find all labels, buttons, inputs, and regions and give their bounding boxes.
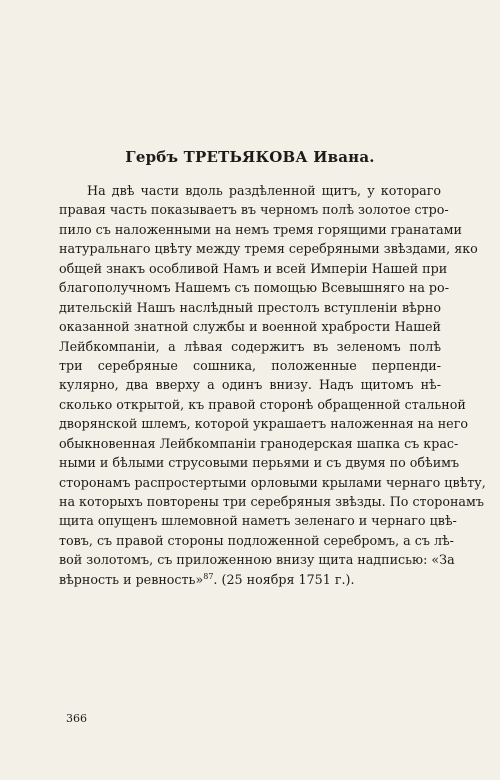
text-line: три серебряные сошника, положенные перпенди- (59, 357, 441, 373)
last-line-date: . (25 ноября 1751 г.). (213, 571, 355, 587)
text-line: оказанной знатной службы и военной храбрости Нашей (59, 319, 441, 335)
text-line: ными и бѣлыми струсовыми перьями и съ двумя по обѣимъ (59, 455, 460, 471)
text-line: натуральнаго цвѣту между тремя серебряными звѣздами, яко (59, 241, 478, 257)
text-line: товъ, съ правой стороны подложенной серебромъ, а съ лѣ- (59, 532, 454, 548)
text-line-last (59, 570, 441, 589)
text-line: правая часть показываетъ въ черномъ полѣ золотое стро- (59, 202, 449, 218)
last-line-text: вѣрность и ревность» (59, 571, 204, 587)
document-body (59, 181, 486, 589)
text-line: на которыхъ повторены три серебряныя звѣзды. По сторонамъ (59, 494, 484, 509)
text-line: дворянской шлемъ, которой украшаетъ наложенная на него (59, 416, 468, 432)
text-line: кулярно, два вверху а одинъ внизу. Надъ щитомъ нѣ- (59, 377, 441, 393)
document-title: Гербъ ТРЕТЬЯКОВА Ивана. (125, 148, 375, 166)
text-line: дительскій Нашъ наслѣдный престолъ вступленіи вѣрно (59, 299, 441, 315)
text-line: сколько открытой, къ правой сторонѣ обращенной стальной (59, 396, 466, 412)
text-line: обыкновенная Лейбкомпаніи гранодерская шапка съ крас- (59, 435, 459, 451)
footnote-reference[interactable]: 87 (203, 571, 214, 581)
text-line: На двѣ части вдоль раздѣленной щитъ, у котораго (87, 183, 441, 198)
text-line: пило съ наложенными на немъ тремя горящими гранатами (59, 221, 462, 237)
text-line: сторонамъ распростертыми орловыми крылами чернаго цвѣту, (59, 474, 486, 490)
text-line: щита опущенъ шлемовной наметъ зеленаго и чернаго цвѣ- (59, 513, 457, 529)
text-line: вой золотомъ, съ приложенною внизу щита надписью: «За (59, 552, 455, 568)
text-line: благополучномъ Нашемъ съ помощью Всевышняго на ро- (59, 280, 449, 296)
text-line: Лейбкомпаніи, а лѣвая содержитъ въ зеленомъ полѣ (59, 338, 441, 354)
text-line: общей знакъ особливой Намъ и всей Имперіи Нашей при (59, 260, 448, 276)
page-number: 366 (66, 712, 87, 725)
